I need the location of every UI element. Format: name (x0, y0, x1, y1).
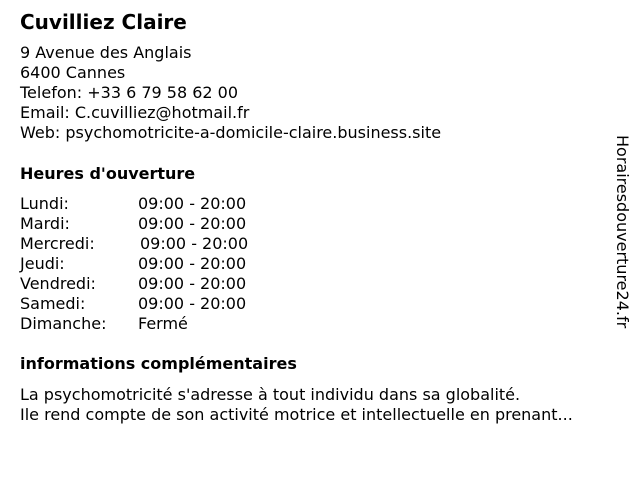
info-heading: informations complémentaires (20, 354, 297, 373)
day-label: Vendredi: (20, 274, 96, 293)
info-line-2: Ile rend compte de son activité motrice et intellectuelle en prenant... (20, 405, 573, 424)
day-hours: 09:00 - 20:00 (138, 274, 247, 293)
day-label: Mercredi: (20, 234, 95, 253)
day-label: Dimanche: (20, 314, 107, 333)
site-watermark: Horairesdouverture24.fr (613, 135, 632, 329)
day-hours: 09:00 - 20:00 (138, 294, 247, 313)
info-text (20, 385, 573, 425)
day-hours: 09:00 - 20:00 (138, 194, 247, 213)
day-hours: 09:00 - 20:00 (138, 254, 247, 273)
day-label: Lundi: (20, 194, 69, 213)
email-line[interactable]: Email: C.cuvilliez@hotmail.fr (20, 103, 250, 122)
day-label: Mardi: (20, 214, 70, 233)
day-hours: Fermé (138, 314, 188, 333)
phone-line[interactable]: Telefon: +33 6 79 58 62 00 (20, 83, 239, 102)
address-city: 6400 Cannes (20, 63, 126, 82)
day-label: Samedi: (20, 294, 86, 313)
website-line[interactable]: Web: psychomotricite-a-domicile-claire.business.site (20, 123, 442, 142)
day-hours: 09:00 - 20:00 (138, 214, 247, 233)
contact-block (20, 43, 441, 143)
day-label: Jeudi: (20, 254, 65, 273)
info-line-1: La psychomotricité s'adresse à tout individu dans sa globalité. (20, 385, 521, 404)
address-street: 9 Avenue des Anglais (20, 43, 192, 62)
day-hours: 09:00 - 20:00 (140, 234, 249, 253)
business-name: Cuvilliez Claire (20, 10, 187, 34)
hours-heading: Heures d'ouverture (20, 164, 196, 183)
